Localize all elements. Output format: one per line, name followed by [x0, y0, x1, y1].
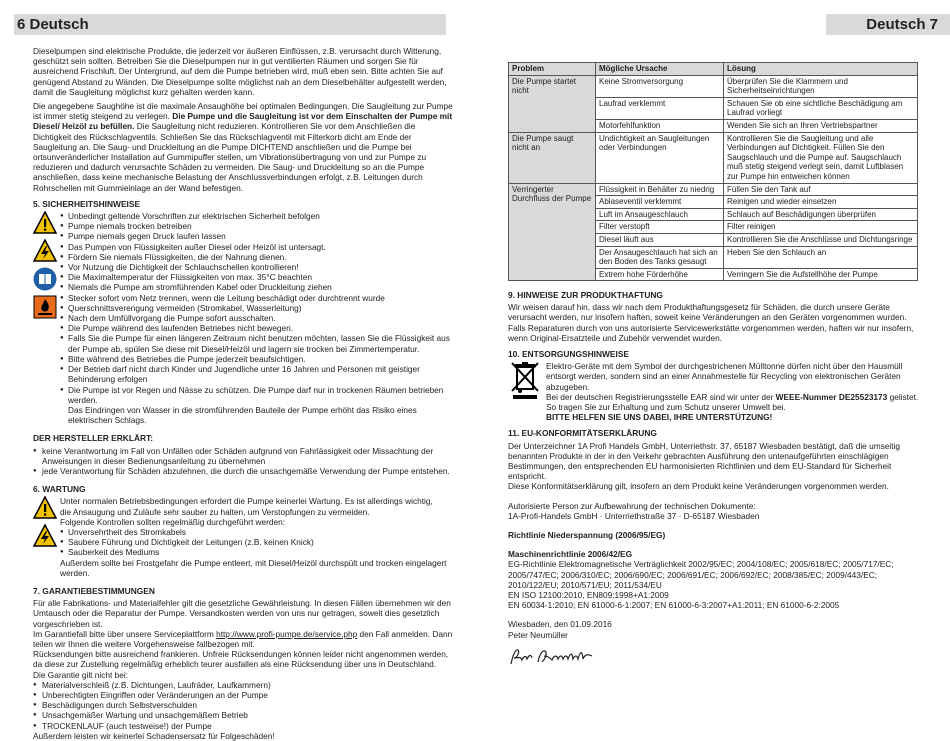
safety-icons — [33, 211, 57, 323]
solution-cell: Schlauch auf Beschädigungen überprüfen — [724, 208, 918, 221]
list-item: ● Niemals die Pumpe am stromführenden Kabel oder Druckleitung ziehen — [60, 282, 453, 292]
safety-heading: 5. SICHERHEITSHINWEISE — [33, 198, 141, 209]
cause-cell: Undichtigkeit an Saugleitungen oder Verbindungen — [596, 132, 724, 183]
warranty-paragraph-3: Rücksendungen bitte ausreichend frankieren. Unfreie Rücksendungen können leider nicht angenommen werden, da diese zur Zustellung regelmäßig erheblich teurer ausfallen als eine Rücksendung über uns in Deutschland. — [33, 649, 449, 670]
column-header: Lösung — [724, 63, 918, 76]
signer-name: Peter Neumüller — [508, 629, 568, 640]
list-item: ● Querschnittsverengung vermeiden (Stromkabel, Wasserleitung) — [60, 303, 453, 313]
table-row — [509, 75, 918, 97]
maintenance-icons — [33, 496, 57, 552]
standards-2: EN 60034-1:2010; EN 61000-6-1:2007; EN 61000-6-3:2007+A1:2011; EN 61000-6-2:2005 — [508, 600, 840, 611]
maintenance-line: Unter normalen Betriebsbedingungen erfordert die Pumpe keinerlei Wartung. Es ist allerdings wichtig, — [60, 496, 433, 507]
cause-cell: Motorfehlfunktion — [596, 119, 724, 132]
maintenance-line: die Ansaugung und Zuläufe sehr sauber zu halten, um Verstopfungen zu vermeiden. — [60, 506, 370, 517]
list-item: ● Pumpe niemals gegen Druck laufen lassen — [60, 231, 453, 241]
solution-cell: Kontrollieren Sie die Saugleitung und alle Verbindungen auf Dichtigkeit. Füllen Sie den Saugschlauch und die Pumpe auf. Saugschlauch muß stetig steigend verlegt sein, damit Luftblasen zur Pumpe hin entweichen können — [724, 132, 918, 183]
solution-cell: Wenden Sie sich an Ihren Vertriebspartner — [724, 119, 918, 132]
warning-electric-icon — [33, 239, 57, 263]
solution-cell: Verringern Sie die Aufstellhöhe der Pumpe — [724, 268, 918, 281]
table-header-row — [509, 63, 918, 76]
conformity-heading: 11. EU-KONFORMITÄTSERKLÄRUNG — [508, 428, 657, 439]
authorized-person-2: 1A-Profi-Handels GmbH · Unterriethstraße 37 · D-65187 Wiesbaden — [508, 510, 760, 521]
cause-cell: Der Ansaugeschlauch hat sich an den Boden des Tanks gesaugt — [596, 246, 724, 268]
list-item: ● jede Verantwortung für Schäden abzulehnen, die durch die unsachgemäße Verwendung der Pumpe entstehen. — [33, 466, 453, 476]
cause-cell: Filter verstopft — [596, 221, 724, 234]
liability-heading: 9. HINWEISE ZUR PRODUKTHAFTUNG — [508, 290, 663, 300]
table-row — [509, 183, 918, 196]
flammable-icon — [33, 295, 57, 319]
list-item: ● Bitte während des Betriebes die Pumpe jederzeit beaufsichtigen. — [60, 354, 453, 364]
solution-cell: Schauen Sie ob eine sichtliche Beschädigung am Laufrad vorliegt — [724, 97, 918, 119]
cause-cell: Ablaseventil verklemmt — [596, 196, 724, 209]
warranty-paragraph-4: Die Garantie gilt nicht bei: — [33, 669, 129, 680]
list-item: ● Die Pumpe ist vor Regen und Nässe zu schützen. Die Pumpe darf nur in trockenen Räumen betrieben werden. — [60, 385, 453, 405]
page-number-left: 6 Deutsch — [17, 16, 89, 33]
list-item: ● Die Pumpe während des laufenden Betriebes nicht bewegen. — [60, 323, 453, 333]
column-header: Mögliche Ursache — [596, 63, 724, 76]
warranty-paragraph-2: Im Garantiefall bitte über unsere Serviceplattform http://www.profi-pumpe.de/service.php den Fall anmelden. Dann teilen wir Ihnen die weitere Vorgehensweise fallbezogen mit. — [33, 628, 453, 649]
cause-cell: Diesel läuft aus — [596, 233, 724, 246]
list-item: ● Unbedingt geltende Vorschriften zur elektrischen Sicherheit befolgen — [60, 211, 453, 221]
safety-block — [33, 211, 453, 425]
list-item: ● Das Pumpen von Flüssigkeiten außer Diesel oder Heizöl ist untersagt. — [60, 242, 453, 252]
solution-cell: Filter reinigen — [724, 221, 918, 234]
disposal-text-2: Bei der deutschen Registrierungsstelle EAR sind wir unter der WEEE-Nummer DE25523173 gelistet. So tragen Sie zur Erhaltung und zum Schutz unserer Umwelt bei. — [546, 391, 919, 413]
place-date: Wiesbaden, den 01.09.2016 — [508, 619, 612, 630]
standards-1: EN ISO 12100:2010, EN809:1998+A1:2009 — [508, 590, 669, 601]
manufacturer-heading: DER HERSTELLER ERKLÄRT: — [33, 433, 154, 444]
cause-cell: Laufrad verklemmt — [596, 97, 724, 119]
liability-text: Wir weisen darauf hin, dass wir nach dem Produkthaftungsgesetz für Schäden, die durch unsere Geräte verursacht werden, nur insofern haften, soweit keine Veränderungen an den Geräten vorgenommen wurden. Falls Reparaturen durch von uns autorisierte Servicewerkstätte vorgenommen werden, haften wir nur insofern, wenn Original-Ersatzteile und Zubehör verwendet wurden. — [508, 302, 914, 343]
list-item: ● Die Maximaltemperatur der Flüssigkeiten von max. 35°C beachten — [60, 272, 453, 282]
list-item: ● Der Betrieb darf nicht durch Kinder und Jugendliche unter 16 Jahren und Personen mit geistiger Behinderung erfolgen — [60, 364, 453, 384]
list-item: ● Unberechtigten Eingriffen oder Veränderungen an der Pumpe — [33, 690, 453, 700]
troubleshooting-table — [508, 62, 918, 281]
list-item: ● Stecker sofort vom Netz trennen, wenn die Leitung beschädigt oder durchtrennt wurde — [60, 293, 453, 303]
maintenance-block — [33, 496, 453, 578]
maintenance-list — [33, 527, 453, 558]
page-header-right — [826, 14, 950, 35]
intro-paragraph-2: Die angegebene Saughöhe ist die maximale Ansaughöhe bei optimalen Bedingungen. Die Saugleitung zur Pumpe ist immer stetig steigend zu verlegen. Die Pumpe und die Saugleitung ist vor dem Einschalten der Pumpe mit Diesel/ Heizöl zu befüllen. Die Saugleitung nicht reduzieren. Kontrollieren Sie vor dem Anschließen die Dichtigkeit des Rückschlagventils. Schließen Sie das Rückschlagventil mit Filterkorb dicht am Ende der Saugleitung an. Die Saug- und Druckleitung an die Pumpe DICHTEND anschließen und die Pumpe bei ortsunveränderlicher Installation auf Gummipuffer stellen, um Vibrationsübertragung von und zur Pumpe zu reduzieren und dadurch verursachte Schäden zu vermeiden. Die Saug- und Druckleitung so an die Pumpe anschließen, dass keine mechanische Belastung der Anschlussverbindungen erfolgt, z.B. Leitungen durch Rohrschellen mit Gummieinlage an der Wand befestigen. — [33, 101, 453, 193]
problem-cell: Verringerter Durchfluss der Pumpe — [509, 183, 596, 281]
warranty-after: Außerdem leisten wir keinerlei Schadensersatz für Folgeschäden! — [33, 730, 275, 741]
list-item: ● Materialverschleiß (z.B. Dichtungen, Laufräder, Laufkammern) — [33, 680, 453, 690]
solution-cell: Überprüfen Sie die Klammern und Sicherheitseinrichtungen — [724, 75, 918, 97]
list-item: ● Unversehrtheit des Stromkabels — [60, 527, 453, 537]
low-voltage-directive: Richtlinie Niederspannung (2006/95/EG) — [508, 530, 666, 541]
column-header: Problem — [509, 63, 596, 76]
right-column — [508, 290, 926, 670]
service-link[interactable]: http://www.profi-pumpe.de/service.php — [216, 628, 358, 639]
list-item: ● Beschädigungen durch Selbstverschulden — [33, 700, 453, 710]
list-item: ● Unsachgemäßer Wartung und unsachgemäßem Betrieb — [33, 710, 453, 720]
warning-general-icon — [33, 496, 57, 520]
maintenance-heading: 6. WARTUNG — [33, 484, 86, 495]
warranty-heading: 7. GARANTIEBESTIMMUNGEN — [33, 585, 155, 596]
cause-cell: Keine Stromversorgung — [596, 75, 724, 97]
maintenance-text — [33, 496, 453, 527]
solution-cell: Reinigen und wieder einsetzen — [724, 196, 918, 209]
cause-cell: Flüssigkeit in Behälter zu niedrig — [596, 183, 724, 196]
manufacturer-list — [33, 446, 453, 477]
warning-electric-icon — [33, 524, 57, 548]
list-item: ● Pumpe niemals trocken betreiben — [60, 221, 453, 231]
problem-cell: Die Pumpe saugt nicht an — [509, 132, 596, 183]
list-item: ● TROCKENLAUF (auch testweise!) der Pumpe — [33, 721, 453, 731]
authorized-person-1: Autorisierte Person zur Aufbewahrung der technischen Dokumente: — [508, 500, 756, 511]
maintenance-line: Folgende Kontrollen sollten regelmäßig durchgeführt werden: — [60, 516, 286, 527]
list-item: ● Saubere Führung und Dichtigkeit der Leitungen (z.B. keinen Knick) — [60, 537, 453, 547]
emc-directive: EG-Richtlinie Elektromagnetische Verträglichkeit 2002/95/EC; 2004/108/EC; 2005/618/EC; 2005/717/EC; 2005/747/EC; 2006/310/EC; 2006/690/EC; 2006/691/EC; 2006/692/EC; 2008/385/EC; 2009/443/EC; 2010/122/EU; 2010/571/EU; 2011/534/EU — [508, 559, 894, 590]
conformity-text-2: Diese Konformitätserklärung gilt, insofern an dem Produkt keine Veränderungen vorgenommen werden. — [508, 481, 889, 492]
disposal-block — [508, 361, 926, 422]
intro-paragraph-1: Dieselpumpen sind elektrische Produkte, die jederzeit vor äußeren Einflüssen, z.B. verursacht durch Witterung, geschützt sein sollten. Betreiben Sie die Dieselpumpen nur in gut ventilierten Räumen und sorgen Sie für ausreichend Frischluft. Der Untergrund, auf dem die Pumpe betrieben wird, muß eben sein. Bitte achten Sie auf genügend Abstand zu Wänden. Die Dieselpumpe sollte möglichst nah an dem Dieselbehälter aufgestellt werden, damit die Saugleitung möglichst kurz gehalten werden kann. — [33, 46, 447, 97]
list-item: Das Eindringen von Wasser in die stromführenden Bauteile der Pumpe erhöht das Risiko eines elektrischen Schlags. — [68, 404, 417, 426]
left-column — [33, 46, 453, 741]
disposal-heading: 10. ENTSORGUNGSHINWEISE — [508, 349, 629, 360]
cause-cell: Extrem hohe Förderhöhe — [596, 268, 724, 281]
page-header-left — [14, 14, 446, 35]
list-item: ● Vor Nutzung die Dichtigkeit der Schlauchschellen kontrollieren! — [60, 262, 453, 272]
warranty-list — [33, 680, 453, 731]
signature-icon — [508, 646, 598, 668]
list-item: ● Nach dem Umfüllvorgang die Pumpe sofort ausschalten. — [60, 313, 453, 323]
cause-cell: Luft im Ansaugeschlauch — [596, 208, 724, 221]
disposal-text-1: Elektro-Geräte mit dem Symbol der durchgestrichenen Mülltonne dürfen nicht über den Hausmüll entsorgt werden, sondern sind an einer Annahmestelle für Recycling von elektronischen Geräten abzugeben. — [546, 361, 903, 392]
safety-list — [33, 211, 453, 425]
solution-cell: Füllen Sie den Tank auf — [724, 183, 918, 196]
conformity-text: Der Unterzeichner 1A Profi Handels GmbH, Unterriethstr. 37, 65187 Wiesbaden bestätigt, daß die umseitig benannten Produkte in der in den Verkehr gebrachten Ausführung den untenaufgeführten einschlägigen Bestimmungen, den entsprechenden EU harmonisierten Richtlinien und dem EU-Standard für Sicherheit entspricht. — [508, 440, 900, 482]
read-manual-icon — [33, 267, 57, 291]
machinery-directive: Maschinenrichtlinie 2006/42/EG — [508, 549, 633, 560]
solution-cell: Heben Sie den Schlauch an — [724, 246, 918, 268]
solution-cell: Kontrollieren Sie die Anschlüsse und Dichtungsringe — [724, 233, 918, 246]
list-item: ● keine Verantwortung im Fall von Unfällen oder Schäden aufgrund von Fahrlässigkeit oder Missachtung der Anweisungen in dieser Bedienungsanleitung zu übernehmen — [33, 446, 453, 466]
list-item: ● Sauberkeit des Mediums — [60, 547, 453, 557]
list-item: ● Falls Sie die Pumpe für einen längeren Zeitraum nicht benutzen möchten, lassen Sie die Flüssigkeit aus der Pumpe ab, spülen Sie diese mit Diesel/Heizöl und lagern sie trocken bei Zimmertemperatur. — [60, 333, 453, 353]
warning-general-icon — [33, 211, 57, 235]
table-row — [509, 132, 918, 183]
disposal-text-3: BITTE HELFEN SIE UNS DABEI, IHRE UNTERSTÜTZUNG! — [546, 412, 773, 423]
maintenance-after: Außerdem sollte bei Frostgefahr die Pumpe entleert, mit Diesel/Heizöl durchspült und trocken eingelagert werden. — [60, 557, 447, 578]
crossed-bin-icon — [510, 361, 540, 401]
problem-cell: Die Pumpe startet nicht — [509, 75, 596, 132]
page-number-right: Deutsch 7 — [866, 16, 938, 33]
list-item: ● Fördern Sie niemals Flüssigkeiten, die der Nahrung dienen. — [60, 252, 453, 262]
warranty-paragraph-1: Für alle Fabrikations- und Materialfehler gilt die gesetzliche Gewährleistung. In diesen Fällen übernehmen wir den Umtausch oder die Reparatur der Pumpe. Versandkosten werden von uns nur getragen, soweit dies gesetzlich vorgeschrieben ist. — [33, 598, 451, 629]
